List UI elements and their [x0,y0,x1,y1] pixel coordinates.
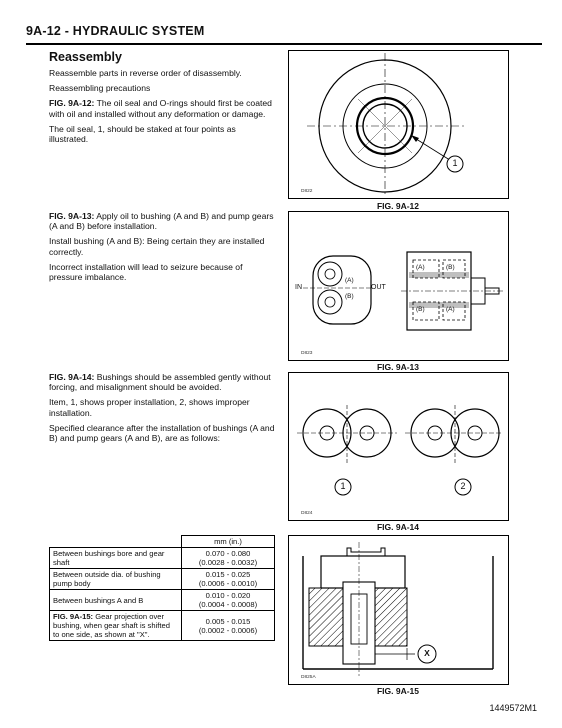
in-label: IN [295,284,302,291]
table-cell-value [182,611,275,641]
label-b-bottom: (B) [416,306,425,313]
figure-code: D822 [301,189,313,194]
table-cell [50,536,182,548]
imperial-value: (0.0006 - 0.0010) [198,579,258,588]
paragraph: Specified clearance after the installation of bushings (A and B) and pump gears (A and B), are as follows: [49,422,275,444]
page-header [26,22,542,45]
table-header-row [50,536,275,548]
figure-code: D824 [301,511,313,516]
table-cell-label: Between bushings bore and gear shaft [50,548,182,569]
document-id: 1449572M1 [489,703,537,713]
text-block-bushing [49,211,275,287]
table-unit-header: mm (in.) [182,536,275,548]
figure-reference: FIG. 9A-14: [49,372,95,382]
table-row [50,548,275,569]
label-b-top: (B) [446,264,455,271]
figure-9a-15 [288,535,509,685]
label-text: Gear projection over bushing, when gear shaft is shifted to one side, as shown at "X". [53,612,170,639]
figure-reference: FIG. 9A-13: [49,211,95,221]
callout-1: 1 [452,158,458,168]
label-a-front: (A) [345,277,354,284]
paragraph: Item, 1, shows proper installation, 2, shows improper installation. [49,397,250,418]
label-b-front: (B) [345,293,354,300]
clearance-table [49,535,275,641]
text-block-reassembly [49,68,275,149]
paragraph-text: Apply oil to bushing (A and B) and pump gears (A and B) before installation. [49,211,274,232]
paragraph [49,211,275,231]
table-cell-label: Between bushings A and B [50,590,182,611]
table-cell-value [182,590,275,611]
figure-9a-13 [288,211,509,361]
page-title: 9A-12 - HYDRAULIC SYSTEM [26,24,205,38]
metric-value: 0.015 - 0.025 [205,570,251,579]
table-row [50,569,275,590]
figure-caption: FIG. 9A-12 [376,201,420,211]
paragraph: Install bushing (A and B): Being certain they are installed correctly. [49,236,265,257]
figure-reference: FIG. 9A-12: [49,98,95,109]
paragraph: Incorrect installation will lead to seizure because of pressure imbalance. [49,261,243,283]
table-row [50,590,275,611]
label-a-top: (A) [416,264,425,271]
table-cell-value [182,548,275,569]
pump-gear-drawing [289,212,508,360]
table-cell-label [50,611,182,641]
figure-reference: FIG. 9A-15: [53,612,94,621]
callout-2: 2 [460,481,466,491]
figure-caption: FIG. 9A-13 [376,362,420,372]
imperial-value: (0.0028 - 0.0032) [198,558,258,567]
paragraph-text: Bushings should be assembled gently without forcing, and misalignment should be avoided. [49,372,271,393]
section-title: Reassembly [49,50,122,64]
oil-seal-drawing [289,51,508,198]
imperial-value: (0.0004 - 0.0008) [198,600,258,609]
metric-value: 0.010 - 0.020 [205,591,251,600]
figure-code: D823 [301,351,313,356]
out-label: OUT [371,284,386,291]
table-cell-value [182,569,275,590]
figure-caption: FIG. 9A-15 [376,686,420,696]
figure-code: D825A [301,675,316,680]
gear-projection-drawing [289,536,508,684]
metric-value: 0.005 - 0.015 [205,616,251,626]
figure-9a-14 [288,372,509,521]
paragraph: Reassembling precautions [49,83,151,94]
paragraph-text: The oil seal and O-rings should first be coated with oil and installed without any deformation or damage. [49,98,272,119]
imperial-value: (0.0002 - 0.0006) [198,625,258,635]
paragraph [49,98,275,118]
text-block-clearance [49,372,275,448]
paragraph: Reassemble parts in reverse order of disassembly. [49,68,242,78]
figure-9a-12 [288,50,509,199]
bushing-alignment-drawing [289,373,508,520]
figure-caption: FIG. 9A-14 [376,522,420,532]
metric-value: 0.070 - 0.080 [205,549,251,558]
table-cell-label: Between outside dia. of bushing pump body [50,569,182,590]
label-a-bottom: (A) [446,306,455,313]
paragraph [49,372,275,392]
callout-1: 1 [340,481,346,491]
callout-x: X [424,648,430,658]
table-row [50,611,275,641]
paragraph: The oil seal, 1, should be staked at four points as illustrated. [49,123,236,145]
